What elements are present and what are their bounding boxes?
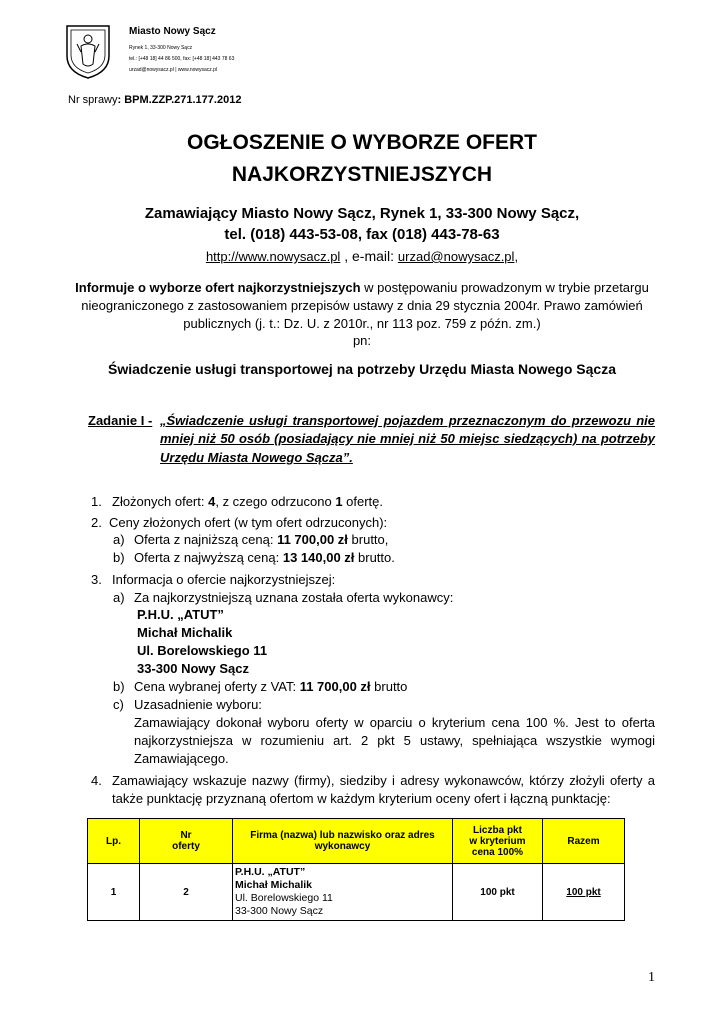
item-1 bbox=[112, 494, 383, 509]
item-3b bbox=[134, 679, 407, 694]
header-firm: Firma (nazwa) lub nazwisko oraz adres wykonawcy bbox=[233, 819, 453, 864]
winner-street: Ul. Borelowskiego 11 bbox=[137, 643, 268, 658]
winner-city: 33-300 Nowy Sącz bbox=[137, 661, 250, 676]
item-1-num: 1. bbox=[91, 494, 102, 509]
item-2a-label: a) bbox=[113, 532, 125, 547]
intro-bold: Informuje o wyborze ofert najkorzystniejszych bbox=[75, 280, 361, 295]
item-3-num: 3. bbox=[91, 572, 102, 587]
case-label: Nr sprawy bbox=[68, 94, 118, 106]
cell-firm-city: 33-300 Nowy Sącz bbox=[235, 905, 324, 917]
cell-lp: 1 bbox=[88, 864, 140, 921]
item-4-num: 4. bbox=[91, 773, 102, 788]
item-1-text-a: Złożonych ofert: bbox=[112, 494, 209, 509]
item-3b-label: b) bbox=[113, 679, 125, 694]
email-link[interactable]: urzad@nowysacz.pl bbox=[397, 249, 515, 264]
contracting-line1: Zamawiający Miasto Nowy Sącz, Rynek 1, 33-300 Nowy Sącz, bbox=[144, 205, 580, 222]
subject: Świadczenie usługi transportowej na potrzeby Urzędu Miasta Nowego Sącza bbox=[108, 361, 616, 377]
header-lp: Lp. bbox=[88, 819, 140, 864]
item-2a-suffix: brutto, bbox=[347, 532, 389, 547]
org-address: Rynek 1, 33-300 Nowy Sącz bbox=[129, 45, 193, 51]
item-4-line1: Zamawiający wskazuje nazwy (firmy), siedziby i adresy wykonawców, którzy złożyli oferty a bbox=[112, 773, 655, 788]
justification-line2: najkorzystniejsza w rozumieniu art. 2 pkt 5 ustawy, spełniająca wszystkie wymogi bbox=[134, 733, 655, 748]
item-1-text-b: , z czego odrzucono bbox=[215, 494, 336, 509]
case-number bbox=[68, 94, 241, 106]
case-value: : BPM.ZZP.271.177.2012 bbox=[117, 94, 242, 106]
intro-line2: nieograniczonego z zastosowaniem przepisów ustawy z dnia 29 stycznia 2004r. Prawo zamówień bbox=[81, 298, 643, 313]
org-name: Miasto Nowy Sącz bbox=[129, 26, 216, 37]
cell-nr: 2 bbox=[140, 864, 233, 921]
task-line1: „Świadczenie usługi transportowej pojazdem przeznaczonym do przewozu nie bbox=[160, 413, 655, 428]
item-3a-label: a) bbox=[113, 590, 125, 605]
contracting-line2: tel. (018) 443-53-08, fax (018) 443-78-63 bbox=[224, 226, 500, 243]
item-2a bbox=[134, 532, 388, 547]
org-phone: tel.: [+48 18] 44 86 500, fax: [+48 18] 443 78 63 bbox=[129, 56, 235, 62]
cell-total: 100 pkt bbox=[543, 864, 625, 921]
item-2b bbox=[134, 550, 395, 565]
table-header-row bbox=[88, 819, 625, 864]
winner-name: Michał Michalik bbox=[137, 625, 233, 640]
item-2b-label: b) bbox=[113, 550, 125, 565]
intro-line1 bbox=[40, 280, 684, 295]
title-line1: OGŁOSZENIE O WYBORZE OFERT bbox=[186, 131, 537, 154]
item-2a-text: Oferta z najniższą ceną: bbox=[134, 532, 278, 547]
lowest-price: 11 700,00 zł bbox=[277, 532, 348, 547]
cell-points: 100 pkt bbox=[453, 864, 543, 921]
item-3c-text: Uzasadnienie wyboru: bbox=[134, 697, 262, 712]
item-3b-text: Cena wybranej oferty z VAT: bbox=[134, 679, 300, 694]
justification-line1: Zamawiający dokonał wyboru oferty w oparciu o kryterium cena 100 %. Jest to oferta bbox=[134, 715, 655, 730]
intro-rest: w postępowaniu prowadzonym w trybie przetargu bbox=[360, 280, 649, 295]
item-3c-label: c) bbox=[113, 697, 124, 712]
highest-price: 13 140,00 zł bbox=[282, 550, 355, 565]
title-line2: NAJKORZYSTNIEJSZYCH bbox=[231, 163, 493, 186]
intro-line4: pn: bbox=[352, 333, 372, 348]
item-2b-suffix: brutto. bbox=[354, 550, 395, 565]
cell-firm-owner: Michał Michalik bbox=[235, 879, 313, 891]
item-3b-suffix: brutto bbox=[370, 679, 408, 694]
task-line3: Urzędu Miasta Nowego Sącza”. bbox=[160, 450, 353, 465]
item-3-text: Informacja o ofercie najkorzystniejszej: bbox=[112, 572, 336, 587]
item-3a-text: Za najkorzystniejszą uznana została oferta wykonawcy: bbox=[134, 590, 454, 605]
justification-line3: Zamawiającego. bbox=[134, 751, 229, 766]
item-1-text-c: ofertę. bbox=[342, 494, 384, 509]
header-total: Razem bbox=[543, 819, 625, 864]
header-nr: Nr oferty bbox=[140, 819, 233, 864]
intro-line3: publicznych (j. t.: Dz. U. z 2010r., nr 113 poz. 759 z późn. zm.) bbox=[183, 316, 541, 331]
item-2b-text: Oferta z najwyższą ceną: bbox=[134, 550, 283, 565]
email-suffix: , bbox=[514, 249, 519, 264]
offer-count: 4 bbox=[208, 494, 216, 509]
cell-firm-street: Ul. Borelowskiego 11 bbox=[235, 892, 333, 904]
winner-firm: P.H.U. „ATUT” bbox=[137, 607, 224, 622]
table-row bbox=[88, 864, 625, 921]
offers-table bbox=[87, 818, 625, 921]
org-email: urzad@nowysacz.pl | www.nowysacz.pl bbox=[129, 67, 218, 73]
item-2-text: Ceny złożonych ofert (w tym ofert odrzuconych): bbox=[109, 515, 388, 530]
city-coat-of-arms-icon bbox=[63, 22, 113, 80]
selected-price: 11 700,00 zł bbox=[299, 679, 371, 694]
item-4-line2: także punktację przyznaną ofertom w każdym kryterium oceny ofert i łączną punktację: bbox=[112, 791, 611, 806]
task-line2: mniej niż 50 osób (posiadający nie mniej niż 50 miejsc siedzących) na potrzeby bbox=[160, 431, 655, 446]
email-label: , e-mail: bbox=[340, 248, 398, 264]
cell-firm-name: P.H.U. „ATUT” bbox=[235, 866, 306, 878]
contact-line bbox=[40, 248, 684, 264]
website-link[interactable]: http://www.nowysacz.pl bbox=[205, 249, 341, 264]
task-label: Zadanie I - bbox=[88, 413, 153, 428]
header-points: Liczba pkt w kryterium cena 100% bbox=[453, 819, 543, 864]
rejected-count: 1 bbox=[335, 494, 343, 509]
page-number: 1 bbox=[648, 970, 655, 985]
item-2-num: 2. bbox=[91, 515, 102, 530]
cell-firm bbox=[233, 864, 453, 921]
